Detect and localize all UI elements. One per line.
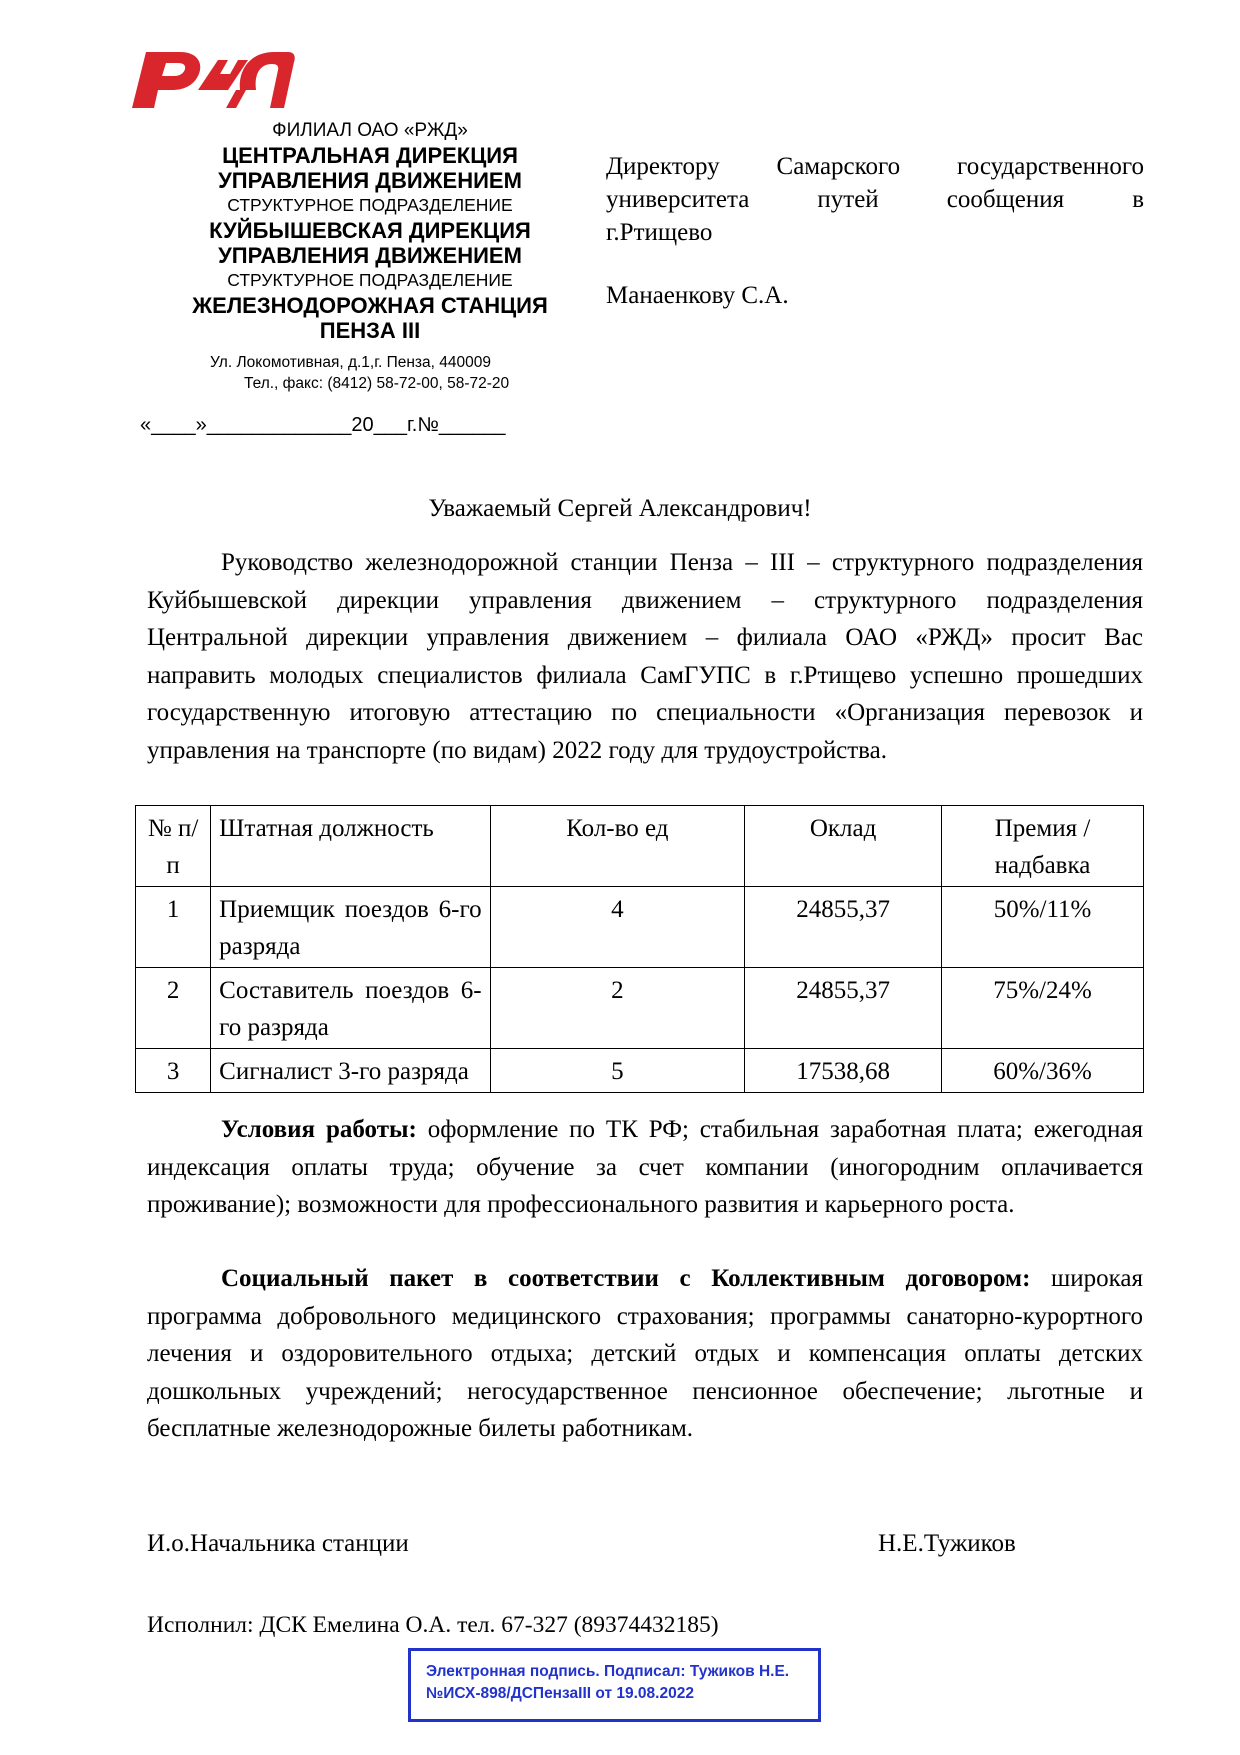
table-cell: 24855,37 xyxy=(745,887,942,968)
greeting: Уважаемый Сергей Александрович! xyxy=(428,495,812,522)
social-paragraph xyxy=(147,1260,1143,1448)
sender-line: СТРУКТУРНОЕ ПОДРАЗДЕЛЕНИЕ xyxy=(227,195,513,215)
header-cell: Премия / надбавка xyxy=(942,806,1144,887)
request-paragraph: Руководство железнодорожной станции Пенза – III – структурного подразделения Куйбышевской дирекции управления движением – структурного подразделения Центральной дирекции управления движением – филиала ОАО «РЖД» просит Вас направить молодых специалистов филиала СамГУПС в г.Ртищево успешно прошедших государственную итоговую аттестацию по специальности «Организация перевозок и управления на транспорте (по видам) 2022 году для трудоустройства. xyxy=(147,549,1143,764)
table-row xyxy=(136,1049,1144,1093)
sender-line: КУЙБЫШЕВСКАЯ ДИРЕКЦИЯ xyxy=(209,218,531,243)
table-header-row xyxy=(136,806,1144,887)
sender-block xyxy=(150,118,590,343)
table-cell: 1 xyxy=(136,887,211,968)
addressee-block xyxy=(606,150,1144,312)
sender-line: ЖЕЛЕЗНОДОРОЖНАЯ СТАНЦИЯ xyxy=(192,293,548,318)
executor-line: Исполнил: ДСК Емелина О.А. тел. 67-327 (89374432185) xyxy=(147,1612,719,1638)
table-cell: 5 xyxy=(490,1049,744,1093)
registration-line: «____»_____________20___г.№______ xyxy=(140,414,506,436)
table-cell: 24855,37 xyxy=(745,968,942,1049)
conditions-text: оформление по ТК РФ; стабильная заработная плата; ежегодная индексация оплаты труда; обучение за счет компании (иногородним оплачивается проживание); возможности для профессионального развития и карьерного роста. xyxy=(147,1116,1143,1218)
sender-line: ФИЛИАЛ ОАО «РЖД» xyxy=(272,120,468,141)
e-signature-stamp xyxy=(408,1648,821,1722)
table-cell: 50%/11% xyxy=(942,887,1144,968)
sender-line: ЦЕНТРАЛЬНАЯ ДИРЕКЦИЯ xyxy=(222,143,518,168)
sender-address: Ул. Локомотивная, д.1,г. Пенза, 440009 xyxy=(210,354,491,371)
table-row xyxy=(136,968,1144,1049)
table-cell: 2 xyxy=(490,968,744,1049)
addressee-name: Манаенкову С.А. xyxy=(606,282,789,309)
sender-line: ПЕНЗА III xyxy=(319,318,421,343)
social-label: Социальный пакет в соответствии с Коллективным договором: xyxy=(221,1265,1031,1292)
table-cell: 17538,68 xyxy=(745,1049,942,1093)
table-cell: 2 xyxy=(136,968,211,1049)
addressee-line: г.Ртищево xyxy=(606,219,713,246)
vacancies-table xyxy=(135,805,1144,1093)
header-cell: Кол-во ед xyxy=(490,806,744,887)
sender-phone: Тел., факс: (8412) 58-72-00, 58-72-20 xyxy=(244,375,510,392)
sender-line: СТРУКТУРНОЕ ПОДРАЗДЕЛЕНИЕ xyxy=(227,270,513,290)
conditions-paragraph xyxy=(147,1111,1143,1224)
sender-line: УПРАВЛЕНИЯ ДВИЖЕНИЕМ xyxy=(218,168,522,193)
table-cell: Сигналист 3-го разряда xyxy=(211,1049,490,1093)
stamp-line: Электронная подпись. Подписал: Тужиков Н.Е. xyxy=(426,1663,790,1680)
table-cell: Составитель поездов 6-го разряда xyxy=(211,968,490,1049)
table-cell: 3 xyxy=(136,1049,211,1093)
addressee-line: Директору Самарского государственного xyxy=(606,153,1144,180)
conditions-label: Условия работы: xyxy=(221,1116,417,1143)
table-cell: 60%/36% xyxy=(942,1049,1144,1093)
rzd-logo xyxy=(128,30,296,110)
table-row xyxy=(136,887,1144,968)
signatory-role: И.о.Начальника станции xyxy=(147,1530,409,1557)
table-cell: 4 xyxy=(490,887,744,968)
table-cell: Приемщик поездов 6-го разряда xyxy=(211,887,490,968)
sender-line: УПРАВЛЕНИЯ ДВИЖЕНИЕМ xyxy=(218,243,522,268)
addressee-line: университета путей сообщения в xyxy=(606,186,1144,213)
table-cell: 75%/24% xyxy=(942,968,1144,1049)
signatory-name: Н.Е.Тужиков xyxy=(878,1530,1016,1557)
social-text: широкая программа добровольного медицинского страхования; программы санаторно-курортного лечения и оздоровительного отдыха; детский отдых и компенсация оплаты детских дошкольных учреждений; негосударственное пенсионное обеспечение; льготные и бесплатные железнодорожные билеты работникам. xyxy=(147,1265,1143,1442)
header-cell: Штатная должность xyxy=(211,806,490,887)
header-cell: Оклад xyxy=(745,806,942,887)
stamp-line: №ИСХ-898/ДСПензаIII от 19.08.2022 xyxy=(426,1685,694,1702)
sender-contacts xyxy=(150,352,630,394)
header-cell: № п/п xyxy=(136,806,211,887)
